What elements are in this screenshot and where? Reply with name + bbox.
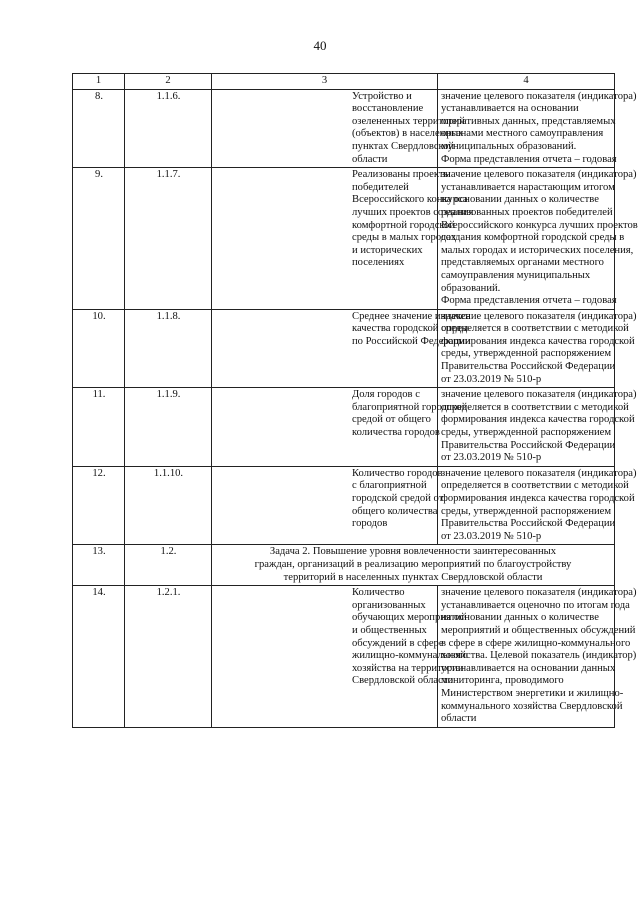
desc-line: Форма представления отчета – годовая [441,295,617,307]
desc-line: Правительства Российской Федерации [441,439,616,451]
indicator-description [438,586,637,728]
name-line: качества городской среды [352,323,469,335]
desc-line: определяется в соответствии с методикой [441,401,629,413]
indicator-description [438,89,637,168]
desc-line: реализованных проектов победителей [441,206,613,218]
row-code: 1.1.7. [125,168,212,310]
row-number: 11. [73,388,125,467]
name-line: поселениях [352,257,405,269]
name-line: лучших проектов создания [352,206,474,218]
desc-line: Всероссийского конкурса лучших проектов [441,219,638,231]
name-line: по Российской Федерации [352,335,471,347]
indicator-description [438,309,637,388]
desc-line: области [441,713,477,725]
table-row [73,309,615,388]
desc-line: в сфере в сфере жилищно-коммунального [441,637,631,649]
desc-line: среды, утвержденной распоряжением [441,427,612,439]
desc-line: значение целевого показателя (индикатора) [441,389,637,401]
table-row [73,388,615,467]
indicator-description [438,388,637,467]
table-row [73,545,615,586]
desc-line: определяется в соответствии с методикой [441,323,629,335]
desc-line: Правительства Российской Федерации [441,518,616,530]
table-row [73,89,615,168]
desc-line: представляемых органами местного [441,257,604,269]
indicator-description [438,168,638,310]
desc-line: значение целевого показателя (индикатора) [441,587,637,599]
desc-line: на основании данных о количестве [441,194,599,206]
indicator-name [212,89,465,168]
name-line: Среднее значение индекса [352,310,471,322]
task-line: граждан, организаций в реализацию мероприятий по благоустройству [254,558,572,570]
name-line: Всероссийского конкурса [352,194,468,206]
desc-line: значение целевого показателя (индикатора) [441,310,637,322]
name-line: восстановление [352,103,424,115]
name-line: Реализованы проекты [352,169,451,181]
row-number: 12. [73,466,125,545]
name-line: средой от общего [352,414,431,426]
name-line: комфортной городской [352,219,455,231]
name-line: с благоприятной [352,480,427,492]
name-line: (объектов) в населенных [352,128,464,140]
name-line: благоприятной городской [352,401,468,413]
desc-line: значение целевого показателя (индикатора) [441,90,637,102]
row-number: 13. [73,545,125,586]
indicator-name [212,586,468,728]
desc-line: малых городах и исторических поселения, [441,244,634,256]
desc-line: хозяйства. Целевой показатель (индикатор) [441,650,637,662]
desc-line: мероприятий и общественных обсуждений [441,624,636,636]
task-heading [212,545,615,586]
desc-line: коммунального хозяйства Свердловской [441,700,623,712]
desc-line: среды, утвержденной распоряжением [441,505,612,517]
row-number: 14. [73,586,125,728]
name-line: среды в малых городах [352,232,457,244]
table-row [73,168,615,310]
row-code: 1.1.6. [125,89,212,168]
desc-line: формирования индекса качества городской [441,493,635,504]
desc-line: значение целевого показателя (индикатора) [441,467,637,479]
header-col-1: 1 [73,74,125,90]
name-line: области [352,153,388,165]
desc-line: значение целевого показателя (индикатора) [441,169,637,181]
indicator-name [212,309,471,388]
desc-line: Министерством энергетики и жилищно- [441,687,624,699]
name-line: хозяйства на территории [352,662,464,674]
desc-line: устанавливается на основании [441,103,579,115]
desc-line: мониторинга, проводимого [441,675,564,687]
name-line: жилищно-коммунального [352,650,468,662]
desc-line: органами местного самоуправления [441,128,604,140]
name-line: и общественных [352,624,427,636]
name-line: озелененных территорий [352,115,465,127]
name-line: победителей [352,181,409,193]
desc-line: устанавливается нарастающим итогом [441,181,615,193]
row-code: 1.1.10. [125,466,212,545]
row-code: 1.2.1. [125,586,212,728]
name-line: городской средой от [352,493,444,504]
name-line: количества городов [352,427,440,439]
desc-line: определяется в соответствии с методикой [441,480,629,492]
name-line: Свердловской области [352,675,454,687]
desc-line: муниципальных образований. [441,140,577,152]
row-code: 1.2. [125,545,212,586]
desc-line: устанавливается на основании данных [441,662,616,674]
header-col-4: 4 [438,74,615,90]
name-line: Количество [352,587,405,599]
row-number: 9. [73,168,125,310]
desc-line: от 23.03.2019 № 510-р [441,530,542,542]
desc-line: устанавливается оценочно по итогам года [441,599,630,611]
page-number: 40 [313,38,327,53]
desc-line: оперативных данных, представляемых [441,115,616,127]
task-line: Задача 2. Повышение уровня вовлеченности заинтересованных [269,546,557,558]
desc-line: от 23.03.2019 № 510-р [441,373,542,385]
name-line: обучающих мероприятий [352,612,467,624]
desc-line: на основании данных о количестве [441,612,599,624]
task-line: территорий в населенных пунктах Свердловской области [283,571,543,583]
table-header-row [73,74,615,90]
indicator-description [438,466,637,545]
name-line: Устройство и [352,90,412,102]
desc-line: формирования индекса качества городской [441,414,635,426]
header-col-3: 3 [212,74,438,90]
indicator-name [212,466,444,545]
name-line: организованных [352,599,426,611]
name-line: городов [352,518,388,530]
desc-line: Правительства Российской Федерации [441,361,616,373]
row-code: 1.1.8. [125,309,212,388]
table-row [73,586,615,728]
name-line: Доля городов с [352,389,420,401]
name-line: пунктах Свердловской [352,140,455,152]
table-row [73,466,615,545]
desc-line: от 23.03.2019 № 510-р [441,452,542,464]
name-line: и исторических [352,244,423,256]
row-code: 1.1.9. [125,388,212,467]
desc-line: формирования индекса качества городской [441,335,635,347]
indicator-name [212,388,468,467]
desc-line: самоуправления муниципальных [441,269,591,281]
desc-line: среды, утвержденной распоряжением [441,348,612,360]
name-line: общего количества [352,505,438,517]
header-col-2: 2 [125,74,212,90]
indicators-table [72,73,638,728]
desc-line: образований. [441,282,501,294]
row-number: 8. [73,89,125,168]
name-line: Количество городов [352,467,443,479]
row-number: 10. [73,309,125,388]
desc-line: создания комфортной городской среды в [441,232,625,244]
name-line: обсуждений в сфере [352,637,444,649]
desc-line: Форма представления отчета – годовая [441,153,617,165]
